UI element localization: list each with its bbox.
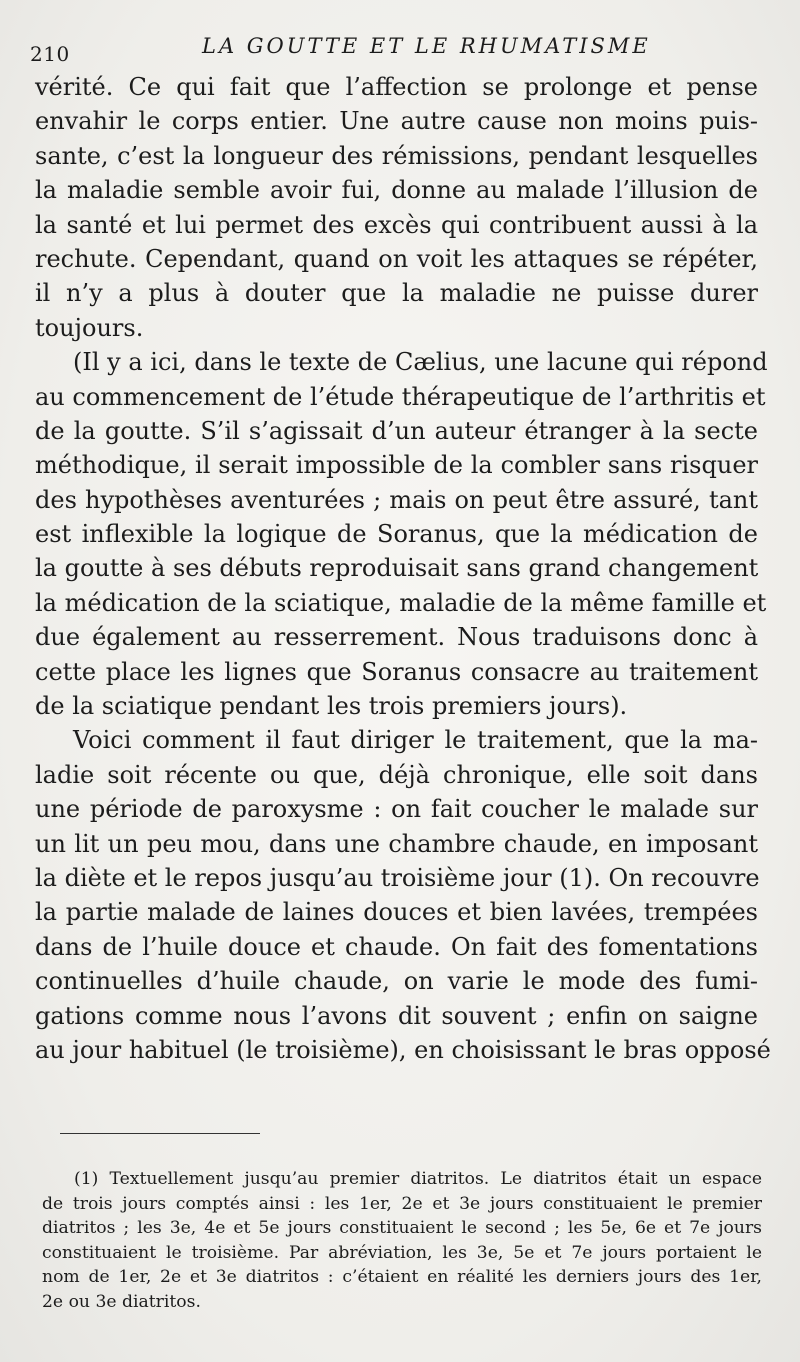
text-line: toujours. xyxy=(35,313,144,342)
text-line: un lit un peu mou, dans une chambre chaude, en imposant xyxy=(35,829,758,858)
text-line: cette place les lignes que Soranus consacre au traitement xyxy=(35,657,758,686)
footnote-line: nom de 1er, 2e et 3e diatritos : c’étaient en réalité les derniers jours des 1er, xyxy=(42,1267,762,1288)
footnote xyxy=(42,1167,762,1315)
text-line: rechute. Cependant, quand on voit les attaques se répéter, xyxy=(35,244,758,273)
footnote-line: 2e ou 3e diatritos. xyxy=(42,1291,201,1312)
footnote-line: constituaient le troisième. Par abréviation, les 3e, 5e et 7e jours portaient le xyxy=(42,1242,762,1263)
text-line: vérité. Ce qui fait que l’affection se prolonge et pense xyxy=(35,73,758,101)
running-title: LA GOUTTE ET LE RHUMATISME xyxy=(202,34,651,58)
text-line: la maladie semble avoir fui, donne au malade l’illusion de xyxy=(35,176,758,205)
text-line: dans de l’huile douce et chaude. On fait des fomentations xyxy=(35,932,758,961)
text-line: la partie malade de laines douces et bien lavées, trempées xyxy=(35,898,758,927)
footnote-separator xyxy=(60,1133,260,1134)
text-line: ladie soit récente ou que, déjà chronique, elle soit dans xyxy=(35,760,758,789)
footnote-line: de trois jours comptés ainsi : les 1er, 2e et 3e jours constituaient le premier xyxy=(42,1193,762,1214)
text-line: gations comme nous l’avons dit souvent ; enfin on saigne xyxy=(35,1001,758,1030)
text-line: due également au resserrement. Nous traduisons donc à xyxy=(35,623,758,652)
text-line: la goutte à ses débuts reproduisait sans grand changement xyxy=(35,554,759,583)
text-line: méthodique, il serait impossible de la combler sans risquer xyxy=(35,451,758,480)
footnote-line: diatritos ; les 3e, 4e et 5e jours constituaient le second ; les 5e, 6e et 7e jours xyxy=(42,1218,762,1239)
text-line: au jour habituel (le troisième), en choisissant le bras opposé xyxy=(35,1035,771,1064)
text-line: de la goutte. S’il s’agissait d’un auteur étranger à la secte xyxy=(35,416,758,445)
text-line: (Il y a ici, dans le texte de Cælius, une lacune qui répond xyxy=(73,348,768,377)
text-line: il n’y a plus à douter que la maladie ne puisse durer xyxy=(35,279,758,308)
text-line: est inflexible la logique de Soranus, que la médication de xyxy=(35,520,758,549)
text-line: une période de paroxysme : on fait coucher le malade sur xyxy=(35,795,758,824)
text-line: continuelles d’huile chaude, on varie le mode des fumi- xyxy=(35,967,758,996)
text-line: sante, c’est la longueur des rémissions, pendant lesquelles xyxy=(35,141,758,170)
page-number: 210 xyxy=(30,42,70,66)
text-line: au commencement de l’étude thérapeutique de l’arthritis et xyxy=(35,382,766,411)
text-line: Voici comment il faut diriger le traitement, que la ma- xyxy=(73,726,758,755)
text-line: de la sciatique pendant les trois premiers jours). xyxy=(35,692,628,721)
text-line: la diète et le repos jusqu’au troisième jour (1). On recouvre xyxy=(35,863,760,892)
text-line: la santé et lui permet des excès qui contribuent aussi à la xyxy=(35,210,758,239)
text-line: envahir le corps entier. Une autre cause non moins puis- xyxy=(35,107,758,136)
body-text xyxy=(35,70,771,1067)
text-line: des hypothèses aventurées ; mais on peut être assuré, tant xyxy=(35,485,758,514)
text-line: la médication de la sciatique, maladie de la même famille et xyxy=(35,588,767,617)
footnote-line: (1) Textuellement jusqu’au premier diatritos. Le diatritos était un espace xyxy=(74,1169,762,1189)
page-header xyxy=(30,28,760,64)
